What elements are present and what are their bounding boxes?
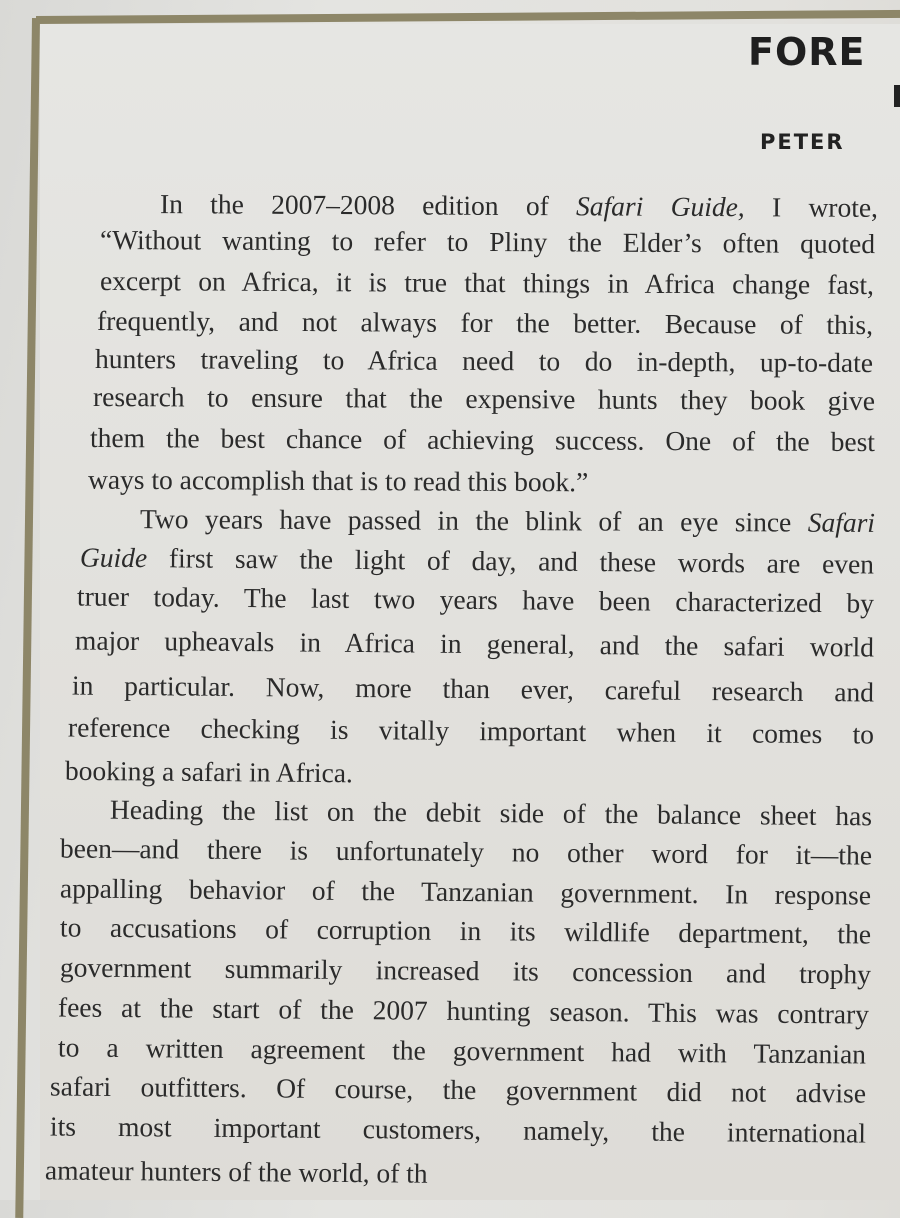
text-line [160, 188, 878, 224]
text-run: “Without wanting to refer to Pliny the Elder’s often quoted [99, 223, 876, 260]
text-run: in particular. Now, more than ever, careful research and [71, 669, 875, 708]
text-run: first saw the light of day, and these words are even [147, 542, 875, 580]
text-line [100, 224, 875, 260]
text-run: Two years have passed in the blink of an eye since [139, 503, 808, 538]
text-run: its most important customers, namely, the international [49, 1110, 867, 1149]
text-line [65, 755, 353, 790]
text-run: appalling behavior of the Tanzanian government. In response [59, 872, 872, 911]
text-run: excerpt on Africa, it is true that things in Africa change fast, [99, 264, 875, 301]
text-line [100, 265, 874, 301]
text-run: Heading the list on the debit side of the balance sheet has [109, 793, 873, 832]
text-run: frequently, and not always for the better. Because of this, [96, 304, 874, 341]
text-run: booking a safari in Africa. [64, 754, 354, 789]
text-run: fees at the start of the 2007 hunting season. This was contrary [57, 991, 870, 1030]
text-run: truer today. The last two years have been characterized by [76, 580, 875, 619]
text-run: government summarily increased its concession and trophy [59, 951, 872, 990]
text-run: been—and there is unfortunately no other word for it—the [59, 832, 873, 871]
page-border-left [15, 18, 40, 1218]
text-run: hunters traveling to Africa need to do in-depth, up-to-date [94, 342, 874, 379]
text-line [88, 464, 588, 499]
text-run: major upheavals in Africa in general, and the safari world [74, 624, 875, 663]
text-line [97, 305, 873, 341]
title-fragment [894, 85, 900, 107]
text-line [95, 343, 873, 379]
text-run: ways to accomplish that is to read this book.” [87, 463, 589, 498]
text-line [93, 381, 875, 417]
italic-title: Guide [79, 541, 148, 574]
italic-title: Safari Guide, [576, 190, 745, 223]
text-run: amateur hunters of the world, of th [44, 1154, 428, 1189]
text-line [140, 503, 875, 539]
text-line [110, 794, 872, 833]
text-run: to accusations of corruption in its wildlife department, the [59, 911, 872, 950]
text-run: In the 2007–2008 edition of [159, 188, 577, 222]
text-line [90, 422, 875, 458]
text-run: safari outfitters. Of course, the government did not advise [49, 1070, 867, 1109]
text-run: them the best chance of achieving success. One of the best [89, 421, 876, 458]
author-name: PETER [760, 130, 845, 154]
text-run: reference checking is vitally important when it comes to [67, 711, 875, 750]
text-run: research to ensure that the expensive hunts they book give [92, 380, 876, 417]
text-run: I wrote, [744, 191, 879, 223]
text-run: to a written agreement the government had with Tanzanian [57, 1031, 867, 1070]
chapter-title: FORE [748, 30, 866, 74]
italic-title: Safari [807, 506, 876, 538]
page-border-top [36, 10, 900, 24]
